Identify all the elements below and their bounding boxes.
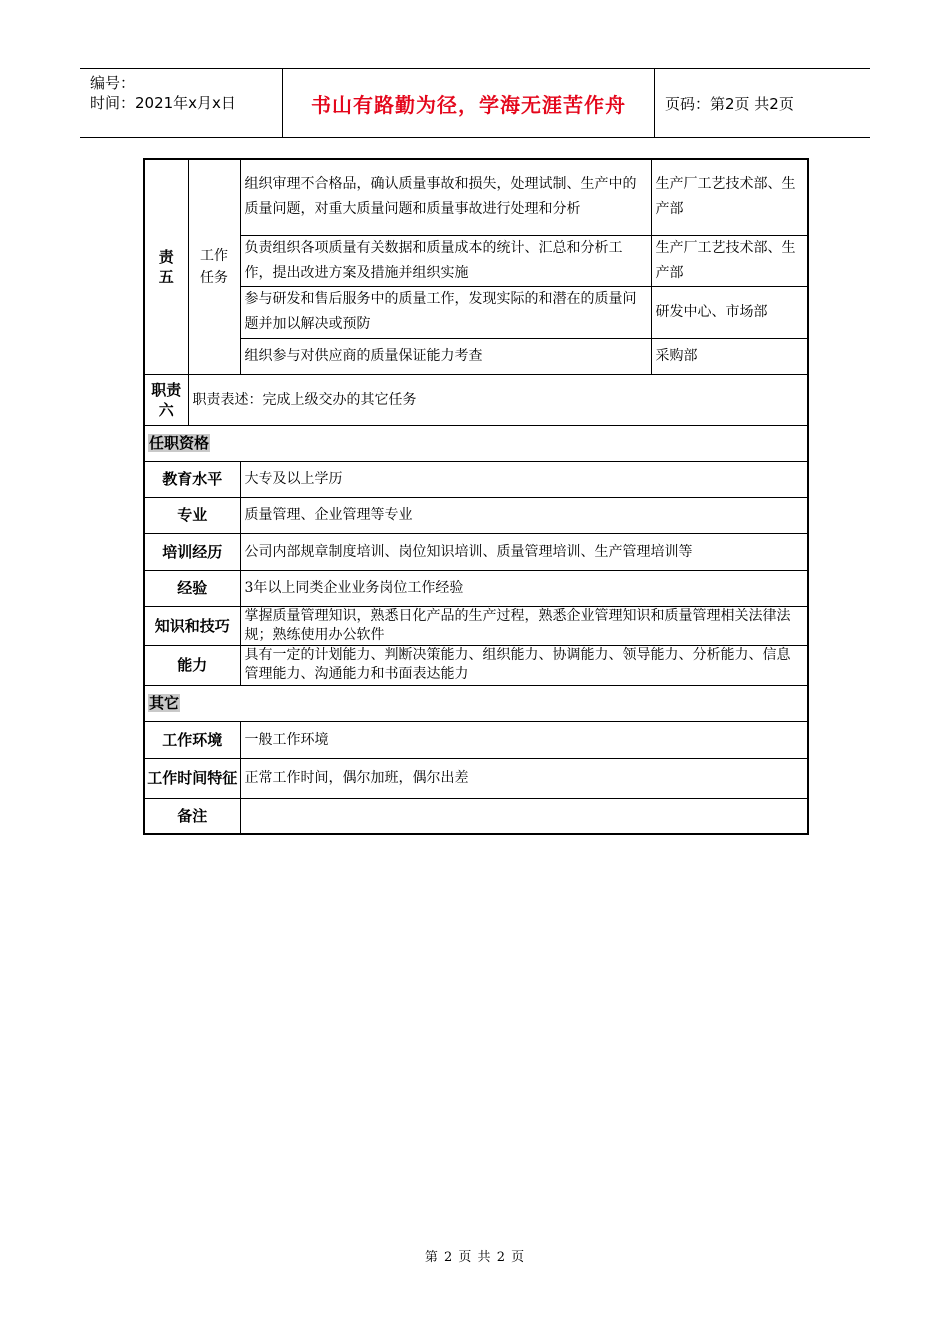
duty6-text: 职责表述：完成上级交办的其它任务 bbox=[188, 374, 808, 425]
document-date: 时间：2021年x月x日 bbox=[90, 94, 236, 112]
duty5-row-3 bbox=[144, 286, 808, 338]
duty6-row bbox=[144, 374, 808, 425]
job-description-table bbox=[143, 158, 809, 835]
duty5-dept-2: 生产厂工艺技术部、生产部 bbox=[651, 235, 808, 286]
qual-value-training: 公司内部规章制度培训、岗位知识培训、质量管理培训、生产管理培训等 bbox=[240, 533, 808, 570]
duty5-row-1 bbox=[144, 159, 808, 235]
qual-row-experience bbox=[144, 570, 808, 606]
header-page-cell bbox=[655, 69, 870, 137]
page-header bbox=[80, 68, 870, 138]
duty5-row-2 bbox=[144, 235, 808, 286]
duty5-dept-3: 研发中心、市场部 bbox=[651, 286, 808, 338]
qual-row-education bbox=[144, 461, 808, 497]
other-value-worktime: 正常工作时间，偶尔加班，偶尔出差 bbox=[240, 758, 808, 798]
other-label-environment: 工作环境 bbox=[144, 721, 240, 758]
duty5-label: 责 五 bbox=[144, 159, 188, 374]
qual-label-education: 教育水平 bbox=[144, 461, 240, 497]
other-row-environment bbox=[144, 721, 808, 758]
duty5-task-4: 组织参与对供应商的质量保证能力考查 bbox=[240, 338, 651, 374]
qualifications-header bbox=[144, 425, 808, 461]
other-header bbox=[144, 685, 808, 721]
qual-row-major bbox=[144, 497, 808, 533]
duty5-task-3: 参与研发和售后服务中的质量工作，发现实际的和潜在的质量问题并加以解决或预防 bbox=[240, 286, 651, 338]
qualifications-header-row bbox=[144, 425, 808, 461]
qual-label-experience: 经验 bbox=[144, 570, 240, 606]
other-header-row bbox=[144, 685, 808, 721]
duty5-sublabel: 工作 任务 bbox=[188, 159, 240, 374]
header-motto-cell bbox=[283, 69, 655, 137]
qual-row-knowledge bbox=[144, 606, 808, 645]
page-footer: 第 2 页 共 2 页 bbox=[424, 1250, 526, 1265]
other-row-remarks bbox=[144, 798, 808, 834]
qual-row-ability bbox=[144, 645, 808, 685]
duty5-dept-1: 生产厂工艺技术部、生产部 bbox=[651, 159, 808, 235]
qual-value-major: 质量管理、企业管理等专业 bbox=[240, 497, 808, 533]
other-value-environment: 一般工作环境 bbox=[240, 721, 808, 758]
duty5-task-1: 组织审理不合格品，确认质量事故和损失，处理试制、生产中的质量问题，对重大质量问题和质量事故进行处理和分析 bbox=[240, 159, 651, 235]
other-label-remarks: 备注 bbox=[144, 798, 240, 834]
document-number: 编号： bbox=[90, 74, 136, 92]
header-meta bbox=[80, 69, 283, 137]
qual-label-ability: 能力 bbox=[144, 645, 240, 685]
qual-value-education: 大专及以上学历 bbox=[240, 461, 808, 497]
qual-label-major: 专业 bbox=[144, 497, 240, 533]
qual-value-ability: 具有一定的计划能力、判断决策能力、组织能力、协调能力、领导能力、分析能力、信息管理能力、沟通能力和书面表达能力 bbox=[240, 645, 808, 685]
duty5-row-4 bbox=[144, 338, 808, 374]
qual-label-training: 培训经历 bbox=[144, 533, 240, 570]
qual-row-training bbox=[144, 533, 808, 570]
qual-value-experience: 3年以上同类企业业务岗位工作经验 bbox=[240, 570, 808, 606]
other-label-worktime: 工作时间特征 bbox=[144, 758, 240, 798]
other-title: 其它 bbox=[149, 693, 180, 712]
duty5-dept-4: 采购部 bbox=[651, 338, 808, 374]
duty6-label: 职责 六 bbox=[144, 374, 188, 425]
duty5-task-2: 负责组织各项质量有关数据和质量成本的统计、汇总和分析工作，提出改进方案及措施并组织实施 bbox=[240, 235, 651, 286]
other-row-worktime bbox=[144, 758, 808, 798]
other-value-remarks bbox=[240, 798, 808, 834]
qual-label-knowledge: 知识和技巧 bbox=[144, 606, 240, 645]
qualifications-title: 任职资格 bbox=[149, 433, 210, 452]
header-motto: 书山有路勤为径，学海无涯苦作舟 bbox=[311, 92, 626, 117]
header-page-number: 页码：第2页 共2页 bbox=[665, 94, 794, 113]
qual-value-knowledge: 掌握质量管理知识，熟悉日化产品的生产过程，熟悉企业管理知识和质量管理相关法律法规；熟练使用办公软件 bbox=[240, 606, 808, 645]
